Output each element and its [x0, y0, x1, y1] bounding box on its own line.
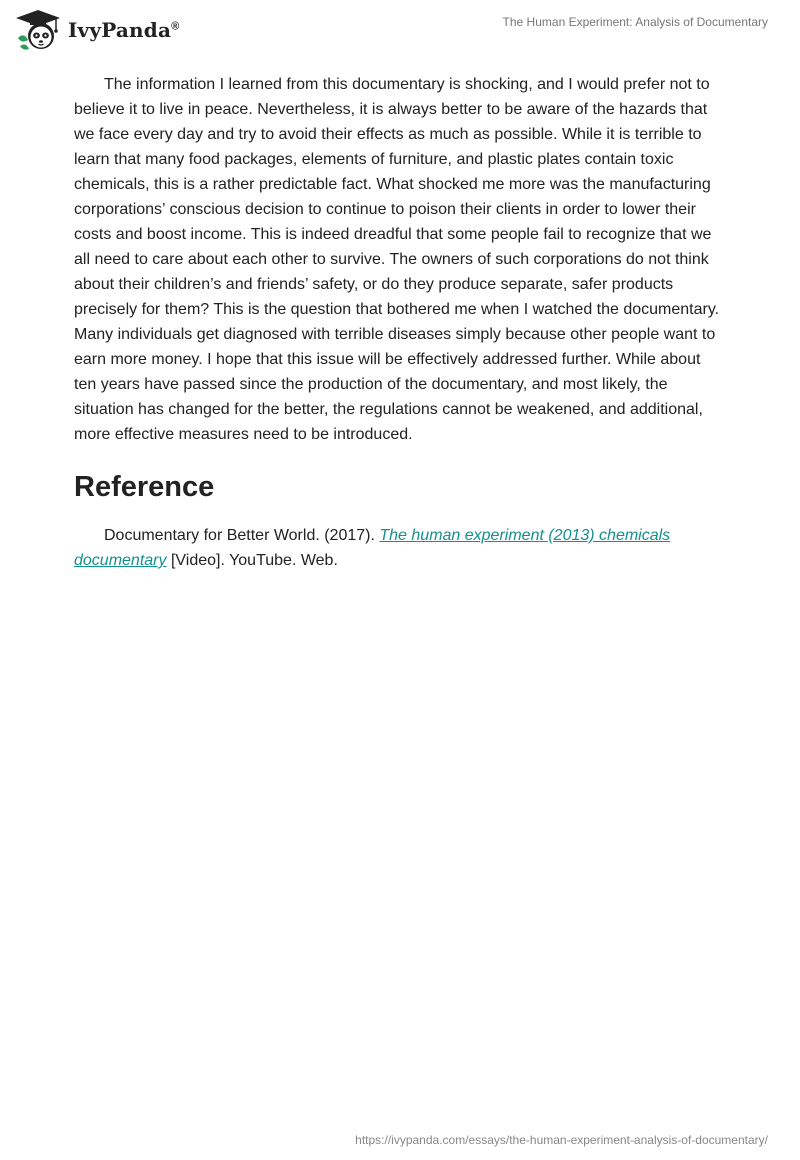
page-header — [0, 0, 800, 60]
panda-graduate-icon — [14, 8, 62, 52]
ivypanda-logo[interactable] — [14, 8, 179, 52]
document-content — [74, 72, 726, 573]
reference-suffix: [Video]. YouTube. Web. — [166, 552, 338, 569]
reference-entry — [74, 523, 726, 573]
reference-video-link[interactable]: The human experiment (2013) chemicals documentary — [74, 527, 671, 569]
reference-prefix: Documentary for Better World. (2017). — [104, 527, 380, 544]
brand-name: IvyPanda® — [68, 18, 180, 42]
reference-heading: Reference — [74, 471, 215, 503]
body-paragraph: The information I learned from this documentary is shocking, and I would prefer not to believe it to live in peace. Nevertheless, it is always better to be aware of the hazards that we face every day and try to avoid their effects as much as possible. While it is terrible to learn that many food packages, elements of furniture, and plastic plates contain toxic chemicals, this is a rather predictable fact. What shocked me more was the manufacturing corporations’ conscious decision to continue to poison their clients in order to lower their costs and boost income. This is indeed dreadful that some people fail to recognize that we all need to care about each other to survive. The owners of such corporations do not think about their children’s and friends’ safety, or do they produce separate, safer products precisely for them? This is the question that bothered me when I watched the documentary. Many individuals get diagnosed with terrible diseases simply because other people want to earn more money. I hope that this issue will be effectively addressed further. While about ten years have passed since the production of the documentary, and most likely, the situation has changed for the better, the regulations cannot be weakened, and additional, more effective measures need to be introduced. — [74, 76, 720, 443]
footer-url[interactable]: https://ivypanda.com/essays/the-human-experiment-analysis-of-documentary/ — [355, 1133, 768, 1147]
running-title: The Human Experiment: Analysis of Documentary — [502, 15, 768, 29]
